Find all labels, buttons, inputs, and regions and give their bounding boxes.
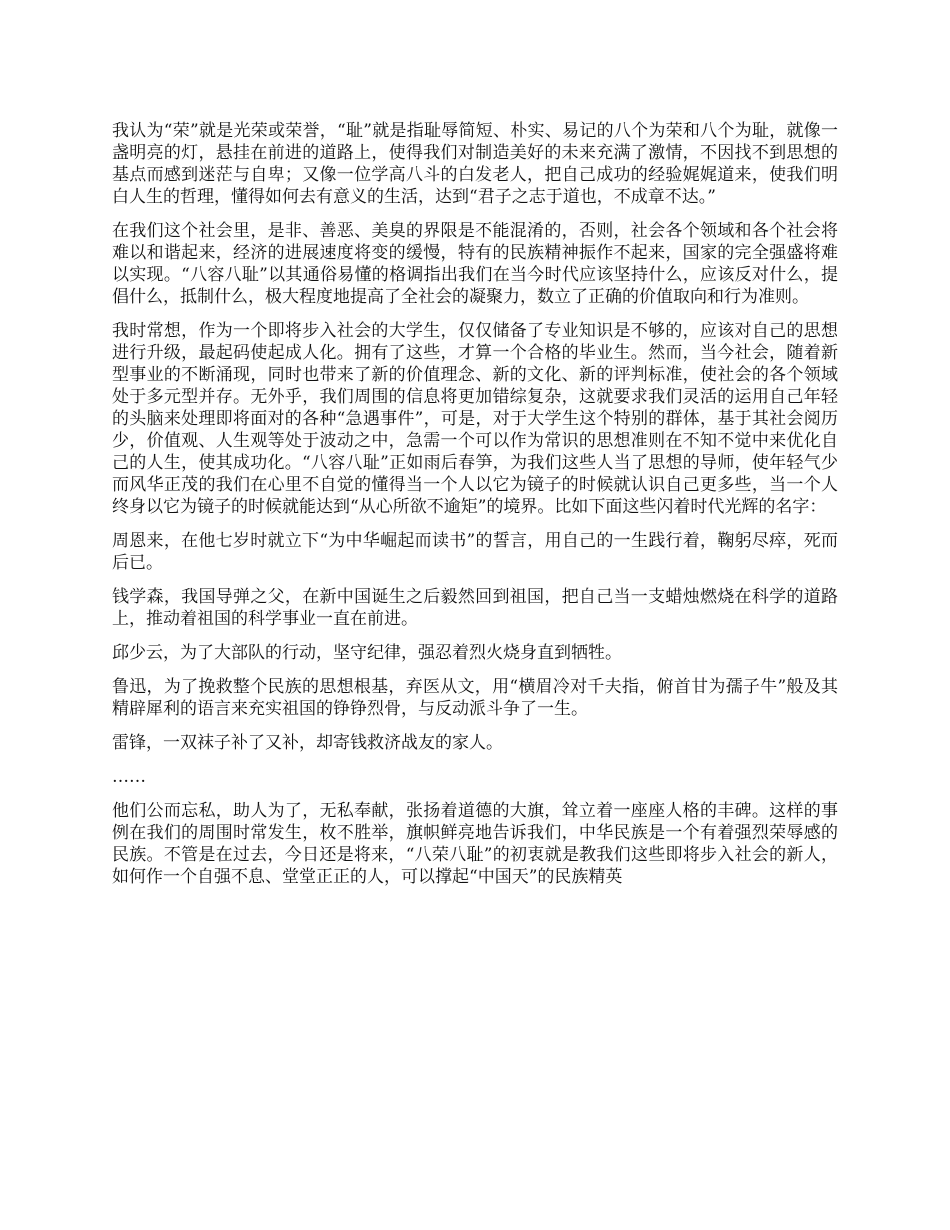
document-page [112,120,838,900]
paragraph-intro: 我认为“荣”就是光荣或荣誉，“耻”就是指耻辱简短、朴实、易记的八个为荣和八个为耻，就像一盏明亮的灯，悬挂在前进的道路上，使得我们对制造美好的未来充满了激情，不因找不到思想的基点而感到迷茫与自卑；又像一位学高八斗的白发老人，把自己成功的经验娓娓道来，使我们明白人生的哲理，懂得如何去有意义的生活，达到“君子之志于道也，不成章不达。” [112,121,838,207]
paragraph-zhou-enlai: 周恩来，在他七岁时就立下“为中华崛起而读书”的誓言，用自己的一生践行着，鞠躬尽瘁，死而后已。 [112,531,838,573]
paragraph-student: 我时常想，作为一个即将步入社会的大学生，仅仅储备了专业知识是不够的，应该对自己的思想进行升级，最起码使起成人化。拥有了这些，才算一个合格的毕业生。然而，当今社会，随着新型事业的不断涌现，同时也带来了新的价值理念、新的文化、新的评判标准，使社会的各个领域处于多元型并存。无外乎，我们周围的信息将更加错综复杂，这就要求我们灵活的运用自己年轻的头脑来处理即将面对的各种“急遇事件”，可是，对于大学生这个特别的群体，基于其社会阅历少，价值观、人生观等处于波动之中，急需一个可以作为常识的思想准则在不知不觉中来优化自己的人生，使其成功化。“八容八耻”正如雨后春笋，为我们这些人当了思想的导师，使年轻气少而风华正茂的我们在心里不自觉的懂得当一个人以它为镜子的时候就认识自己更多些，当一个人终身以它为镜子的时候就能达到“从心所欲不逾矩”的境界。比如下面这些闪着时代光辉的名字： [112,321,838,517]
paragraph-lei-feng: 雷锋，一双袜子补了又补，却寄钱救济战友的家人。 [112,733,503,753]
paragraph-lu-xun: 鲁迅，为了挽救整个民族的思想根基，弃医从文，用“横眉冷对千夫指，俯首甘为孺子牛”般及其精辟犀利的语言来充实祖国的铮铮烈骨，与反动派斗争了一生。 [112,677,838,719]
paragraph-society: 在我们这个社会里，是非、善恶、美臭的界限是不能混淆的，否则，社会各个领域和各个社会将难以和谐起来，经济的进展速度将变的缓慢，特有的民族精神振作不起来，国家的完全强盛将难以实现。“八容八耻”以其通俗易懂的格调指出我们在当今时代应该坚持什么，应该反对什么，提倡什么，抵制什么，极大程度地提高了全社会的凝聚力，数立了正确的价值取向和行为准则。 [112,221,838,307]
paragraph-qian-xuesen: 钱学森，我国导弹之父，在新中国诞生之后毅然回到祖国，把自己当一支蜡烛燃烧在科学的道路上，推动着祖国的科学事业一直在前进。 [112,587,838,629]
paragraph-qiu-shaoyun: 邱少云，为了大部队的行动，坚守纪律，强忍着烈火烧身直到牺牲。 [112,643,622,663]
paragraph-ellipsis: …… [112,767,146,787]
paragraph-conclusion: 他们公而忘私，助人为了，无私奉献，张扬着道德的大旗，耸立着一座座人格的丰碑。这样的事例在我们的周围时常发生，枚不胜举，旗帜鲜亮地告诉我们，中华民族是一个有着强烈荣辱感的民族。不管是在过去，今日还是将来，“八荣八耻”的初衷就是教我们这些即将步入社会的新人，如何作一个自强不息、堂堂正正的人，可以撑起“中国天”的民族精英 [112,801,838,887]
